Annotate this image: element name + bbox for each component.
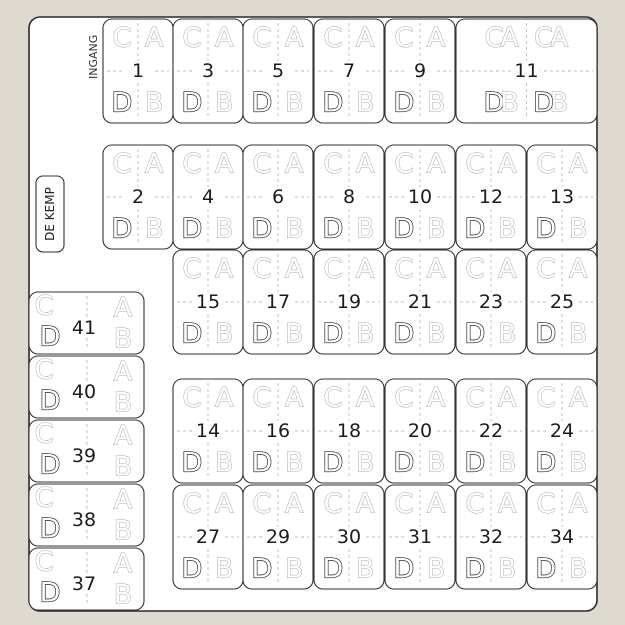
table-4[interactable]	[173, 145, 243, 249]
seat-b: B	[214, 553, 234, 585]
seat-d: D	[322, 553, 344, 585]
table-17[interactable]	[243, 250, 313, 354]
seat-a: A	[568, 382, 588, 414]
seat-c: C	[394, 253, 414, 285]
table-number: 6	[271, 186, 285, 208]
seat-b: B	[497, 553, 517, 585]
table-6[interactable]	[243, 145, 313, 249]
seat-d: D	[464, 447, 486, 479]
seat-b: B	[284, 447, 304, 479]
table-10[interactable]	[385, 145, 455, 249]
seat-a: A	[497, 488, 517, 520]
table-number: 31	[407, 526, 433, 548]
seat-c: C	[536, 488, 556, 520]
table-38[interactable]	[29, 483, 144, 547]
seat-extra: B	[500, 87, 519, 119]
table-32[interactable]	[456, 485, 526, 589]
seat-d: D	[39, 321, 61, 353]
table-number: 37	[71, 573, 97, 595]
seat-b: B	[214, 87, 234, 119]
seat-d: D	[111, 87, 133, 119]
seat-a: A	[284, 488, 304, 520]
seat-c: C	[394, 22, 414, 54]
seat-d: D	[251, 213, 273, 245]
seat-c: C	[465, 488, 485, 520]
table-number: 27	[195, 526, 221, 548]
table-number: 20	[407, 420, 433, 442]
seat-c: C	[394, 382, 414, 414]
entrance-label: INGANG	[87, 34, 100, 79]
seat-a: A	[497, 382, 517, 414]
table-16[interactable]	[243, 379, 313, 483]
seat-a: A	[426, 253, 446, 285]
seat-d: D	[251, 318, 273, 350]
seat-d: D	[464, 318, 486, 350]
table-9[interactable]	[385, 19, 455, 123]
seat-c: C	[536, 148, 556, 180]
seat-b: B	[214, 447, 234, 479]
table-40[interactable]	[29, 355, 144, 419]
seat-a: A	[426, 382, 446, 414]
seat-d: D	[39, 513, 61, 545]
seat-d: D	[322, 213, 344, 245]
table-number: 19	[336, 291, 362, 313]
table-5[interactable]	[243, 19, 313, 123]
seat-a: A	[284, 22, 304, 54]
seat-b: B	[355, 553, 375, 585]
table-12[interactable]	[456, 145, 526, 249]
table-31[interactable]	[385, 485, 455, 589]
table-25[interactable]	[527, 250, 597, 354]
seat-d: D	[393, 447, 415, 479]
seat-b: B	[549, 87, 569, 119]
seat-d: D	[393, 318, 415, 350]
table-20[interactable]	[385, 379, 455, 483]
seat-b: B	[214, 318, 234, 350]
seat-b: B	[497, 318, 517, 350]
seat-b: B	[284, 553, 304, 585]
seat-c: C	[34, 482, 54, 514]
seat-a: A	[355, 148, 375, 180]
seat-d: D	[535, 553, 557, 585]
seat-a: A	[214, 22, 234, 54]
seat-a: A	[355, 382, 375, 414]
seat-d: D	[393, 213, 415, 245]
seat-d: D	[464, 553, 486, 585]
seat-b: B	[113, 579, 133, 611]
seat-d: D	[181, 553, 203, 585]
table-number: 1	[131, 60, 145, 82]
seat-a: A	[214, 488, 234, 520]
seat-c: C	[34, 354, 54, 386]
seat-d: D	[39, 577, 61, 609]
table-number: 29	[265, 526, 291, 548]
table-7[interactable]	[314, 19, 384, 123]
table-41[interactable]	[29, 291, 144, 355]
street-label: DE KEMP	[43, 187, 57, 241]
seat-c: C	[323, 148, 343, 180]
seat-b: B	[426, 553, 446, 585]
seat-a: A	[568, 148, 588, 180]
table-number: 23	[478, 291, 504, 313]
seat-b: B	[497, 447, 517, 479]
seat-c: C	[34, 546, 54, 578]
table-number: 40	[71, 381, 97, 403]
table-39[interactable]	[29, 419, 144, 483]
table-number: 15	[195, 291, 221, 313]
seat-c: C	[252, 382, 272, 414]
seat-b: B	[568, 553, 588, 585]
table-13[interactable]	[527, 145, 597, 249]
seat-b: B	[113, 387, 133, 419]
table-15[interactable]	[173, 250, 243, 354]
table-number: 25	[549, 291, 575, 313]
seat-b: B	[355, 213, 375, 245]
table-2[interactable]	[103, 145, 173, 249]
seat-b: B	[214, 213, 234, 245]
seat-b: B	[113, 515, 133, 547]
seat-c: C	[252, 148, 272, 180]
table-number: 41	[71, 317, 97, 339]
seat-b: B	[568, 447, 588, 479]
table-number: 24	[549, 420, 575, 442]
seat-extra: C	[534, 22, 553, 54]
seat-c: C	[465, 148, 485, 180]
seat-d: D	[483, 87, 505, 119]
seat-a: A	[426, 22, 446, 54]
seat-c: C	[536, 382, 556, 414]
seat-d: D	[39, 449, 61, 481]
table-number: 10	[407, 186, 433, 208]
seat-a: A	[426, 488, 446, 520]
seat-a: A	[144, 22, 164, 54]
seat-c: C	[323, 22, 343, 54]
seat-c: C	[182, 22, 202, 54]
table-number: 18	[336, 420, 362, 442]
table-number: 3	[201, 60, 215, 82]
seat-c: C	[112, 22, 132, 54]
table-30[interactable]	[314, 485, 384, 589]
seat-d: D	[322, 87, 344, 119]
table-number: 8	[342, 186, 356, 208]
seat-a: A	[113, 292, 133, 324]
seat-c: C	[394, 488, 414, 520]
table-number: 11	[514, 60, 539, 82]
seat-b: B	[144, 87, 164, 119]
table-number: 5	[271, 60, 285, 82]
table-number: 14	[195, 420, 221, 442]
seat-a: A	[113, 484, 133, 516]
seat-b: B	[144, 213, 164, 245]
table-37[interactable]	[29, 547, 144, 611]
seat-b: B	[497, 213, 517, 245]
seat-a: A	[355, 488, 375, 520]
table-22[interactable]	[456, 379, 526, 483]
seat-a: A	[113, 548, 133, 580]
table-11[interactable]	[456, 19, 597, 123]
seat-c: C	[536, 253, 556, 285]
table-21[interactable]	[385, 250, 455, 354]
seat-d: D	[251, 87, 273, 119]
seat-c: C	[112, 148, 132, 180]
table-number: 32	[478, 526, 504, 548]
seat-b: B	[426, 318, 446, 350]
seat-c: C	[34, 290, 54, 322]
seat-a: A	[284, 253, 304, 285]
seat-c: C	[484, 22, 504, 54]
seat-a: A	[144, 148, 164, 180]
seat-b: B	[284, 213, 304, 245]
seat-a: A	[214, 253, 234, 285]
seat-d: D	[251, 553, 273, 585]
seat-d: D	[393, 553, 415, 585]
table-19[interactable]	[314, 250, 384, 354]
seat-d: D	[181, 447, 203, 479]
seat-b: B	[426, 213, 446, 245]
seat-a: A	[549, 22, 569, 54]
seat-d: D	[181, 318, 203, 350]
seat-d: D	[181, 213, 203, 245]
seat-a: A	[568, 253, 588, 285]
seat-a: A	[113, 356, 133, 388]
table-8[interactable]	[314, 145, 384, 249]
seat-a: A	[568, 488, 588, 520]
seat-a: A	[355, 253, 375, 285]
seat-b: B	[426, 447, 446, 479]
table-number: 39	[71, 445, 97, 467]
seat-a: A	[355, 22, 375, 54]
table-number: 9	[413, 60, 427, 82]
seat-c: C	[323, 488, 343, 520]
seat-d: D	[251, 447, 273, 479]
table-number: 22	[478, 420, 504, 442]
table-number: 13	[549, 186, 575, 208]
table-number: 38	[71, 509, 97, 531]
table-number: 30	[336, 526, 362, 548]
table-27[interactable]	[173, 485, 243, 589]
seat-c: C	[34, 418, 54, 450]
table-number: 7	[342, 60, 356, 82]
seat-c: C	[252, 22, 272, 54]
seat-b: B	[355, 87, 375, 119]
seat-b: B	[113, 451, 133, 483]
seat-b: B	[355, 447, 375, 479]
seat-d: D	[322, 447, 344, 479]
seat-extra: D	[533, 87, 554, 119]
seat-b: B	[355, 318, 375, 350]
seat-b: B	[284, 318, 304, 350]
seat-a: A	[214, 382, 234, 414]
seat-b: B	[426, 87, 446, 119]
table-3[interactable]	[173, 19, 243, 123]
tables-layer	[29, 19, 597, 611]
table-number: 34	[549, 526, 575, 548]
seat-a: A	[497, 148, 517, 180]
table-23[interactable]	[456, 250, 526, 354]
seat-extra: A	[500, 22, 519, 54]
table-18[interactable]	[314, 379, 384, 483]
seat-c: C	[182, 253, 202, 285]
seat-b: B	[568, 318, 588, 350]
seat-d: D	[393, 87, 415, 119]
table-number: 16	[265, 420, 291, 442]
seat-b: B	[568, 213, 588, 245]
table-number: 2	[131, 186, 145, 208]
table-number: 17	[265, 291, 291, 313]
seat-b: B	[113, 323, 133, 355]
seat-c: C	[182, 382, 202, 414]
seat-a: A	[284, 382, 304, 414]
seat-c: C	[182, 488, 202, 520]
seat-d: D	[535, 213, 557, 245]
seat-d: D	[111, 213, 133, 245]
seat-c: C	[323, 253, 343, 285]
seat-d: D	[535, 447, 557, 479]
table-number: 12	[478, 186, 504, 208]
seat-a: A	[497, 253, 517, 285]
seat-a: A	[426, 148, 446, 180]
seat-d: D	[535, 318, 557, 350]
table-1[interactable]	[103, 19, 173, 123]
seat-b: B	[284, 87, 304, 119]
seat-a: A	[113, 420, 133, 452]
seat-d: D	[322, 318, 344, 350]
seat-c: C	[252, 253, 272, 285]
seat-c: C	[182, 148, 202, 180]
table-34[interactable]	[527, 485, 597, 589]
seat-c: C	[465, 382, 485, 414]
seat-c: C	[394, 148, 414, 180]
table-14[interactable]	[173, 379, 243, 483]
seat-a: A	[214, 148, 234, 180]
table-24[interactable]	[527, 379, 597, 483]
seat-c: C	[252, 488, 272, 520]
seat-d: D	[39, 385, 61, 417]
seat-c: C	[323, 382, 343, 414]
seat-d: D	[181, 87, 203, 119]
table-29[interactable]	[243, 485, 313, 589]
seat-a: A	[284, 148, 304, 180]
seat-c: C	[465, 253, 485, 285]
seat-d: D	[464, 213, 486, 245]
table-number: 4	[201, 186, 215, 208]
table-number: 21	[407, 291, 433, 313]
